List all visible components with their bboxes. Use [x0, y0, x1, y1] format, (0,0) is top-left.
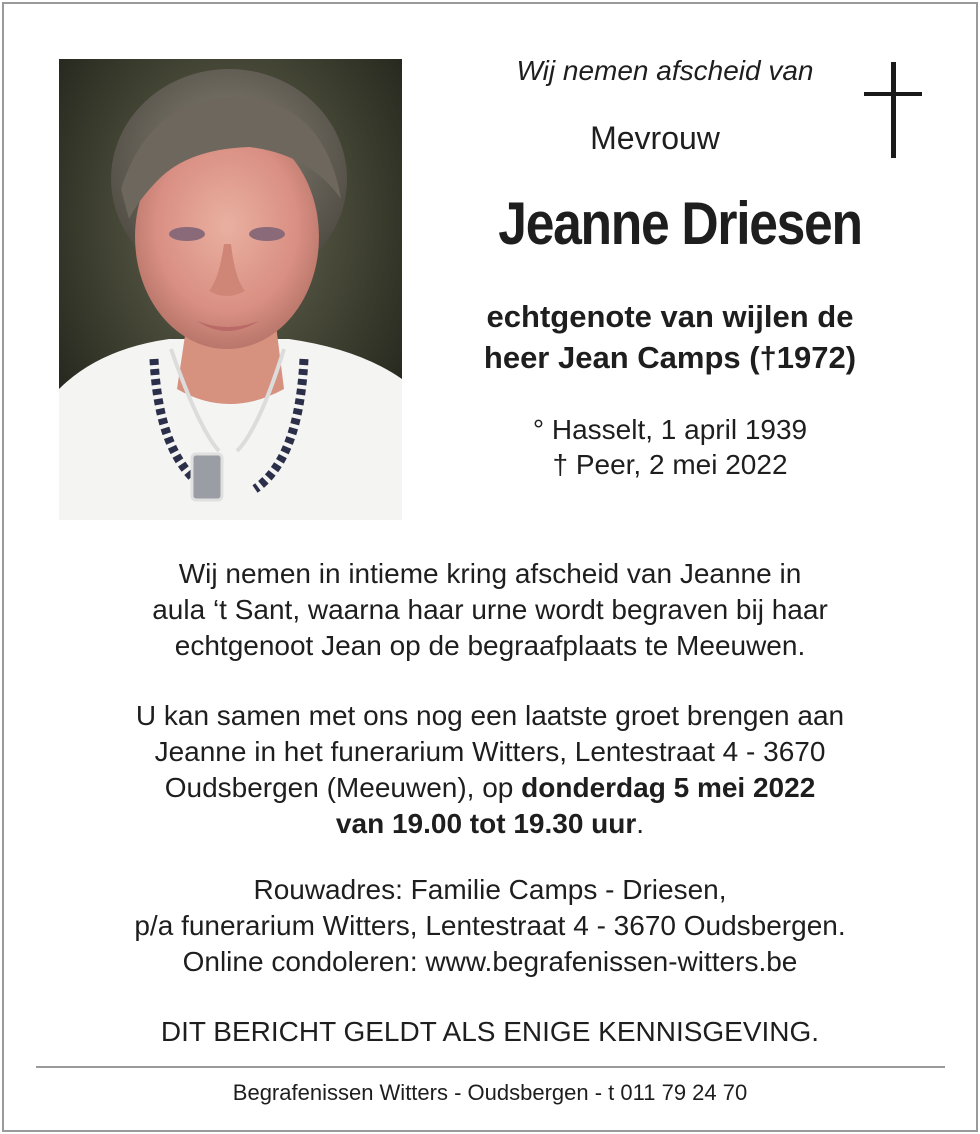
honorific: Mevrouw — [590, 120, 720, 156]
spouse-line: echtgenote van wijlen de — [486, 299, 854, 334]
death-date: † Peer, 2 mei 2022 — [552, 449, 788, 480]
visitation-date: donderdag 5 mei 2022 — [521, 772, 816, 803]
condolence-website: Online condoleren: www.begrafenissen-witters.be — [182, 946, 798, 977]
deceased-name: Jeanne Driesen — [498, 190, 862, 257]
paragraph-line: U kan samen met ons nog een laatste groet brengen aan — [135, 700, 845, 731]
visitation-time: van 19.00 tot 19.30 uur — [335, 808, 637, 839]
spouse-info — [420, 296, 920, 378]
paragraph-line: echtgenoot Jean op de begraafplaats te Meeuwen. — [174, 630, 806, 661]
paragraph-line: aula ‘t Sant, waarna haar urne wordt begraven bij haar — [152, 594, 828, 625]
life-dates — [420, 412, 920, 482]
visitation-paragraph — [40, 698, 940, 842]
sentence-end: . — [636, 808, 645, 839]
footer-text: Begrafenissen Witters - Oudsbergen - t 011 79 24 70 — [232, 1080, 748, 1105]
footer-divider — [36, 1066, 945, 1068]
birth-date: ° Hasselt, 1 april 1939 — [532, 414, 808, 445]
address-paragraph — [40, 872, 940, 980]
paragraph-line — [40, 770, 940, 806]
portrait-photo — [59, 59, 402, 520]
visitation-place: Oudsbergen (Meeuwen), op — [164, 772, 522, 803]
spouse-line: heer Jean Camps (†1972) — [483, 340, 857, 375]
paragraph-line: Wij nemen in intieme kring afscheid van Jeanne in — [178, 558, 802, 589]
mourning-address: Rouwadres: Familie Camps - Driesen, — [253, 874, 727, 905]
paragraph-line: Jeanne in het funerarium Witters, Lentestraat 4 - 3670 — [154, 736, 826, 767]
official-notice: DIT BERICHT GELDT ALS ENIGE KENNISGEVING. — [160, 1016, 820, 1047]
paragraph-line — [40, 806, 940, 842]
funeral-home-address: p/a funerarium Witters, Lentestraat 4 - 3670 Oudsbergen. — [134, 910, 846, 941]
intro-text: Wij nemen afscheid van — [516, 55, 814, 86]
ceremony-paragraph — [40, 556, 940, 664]
